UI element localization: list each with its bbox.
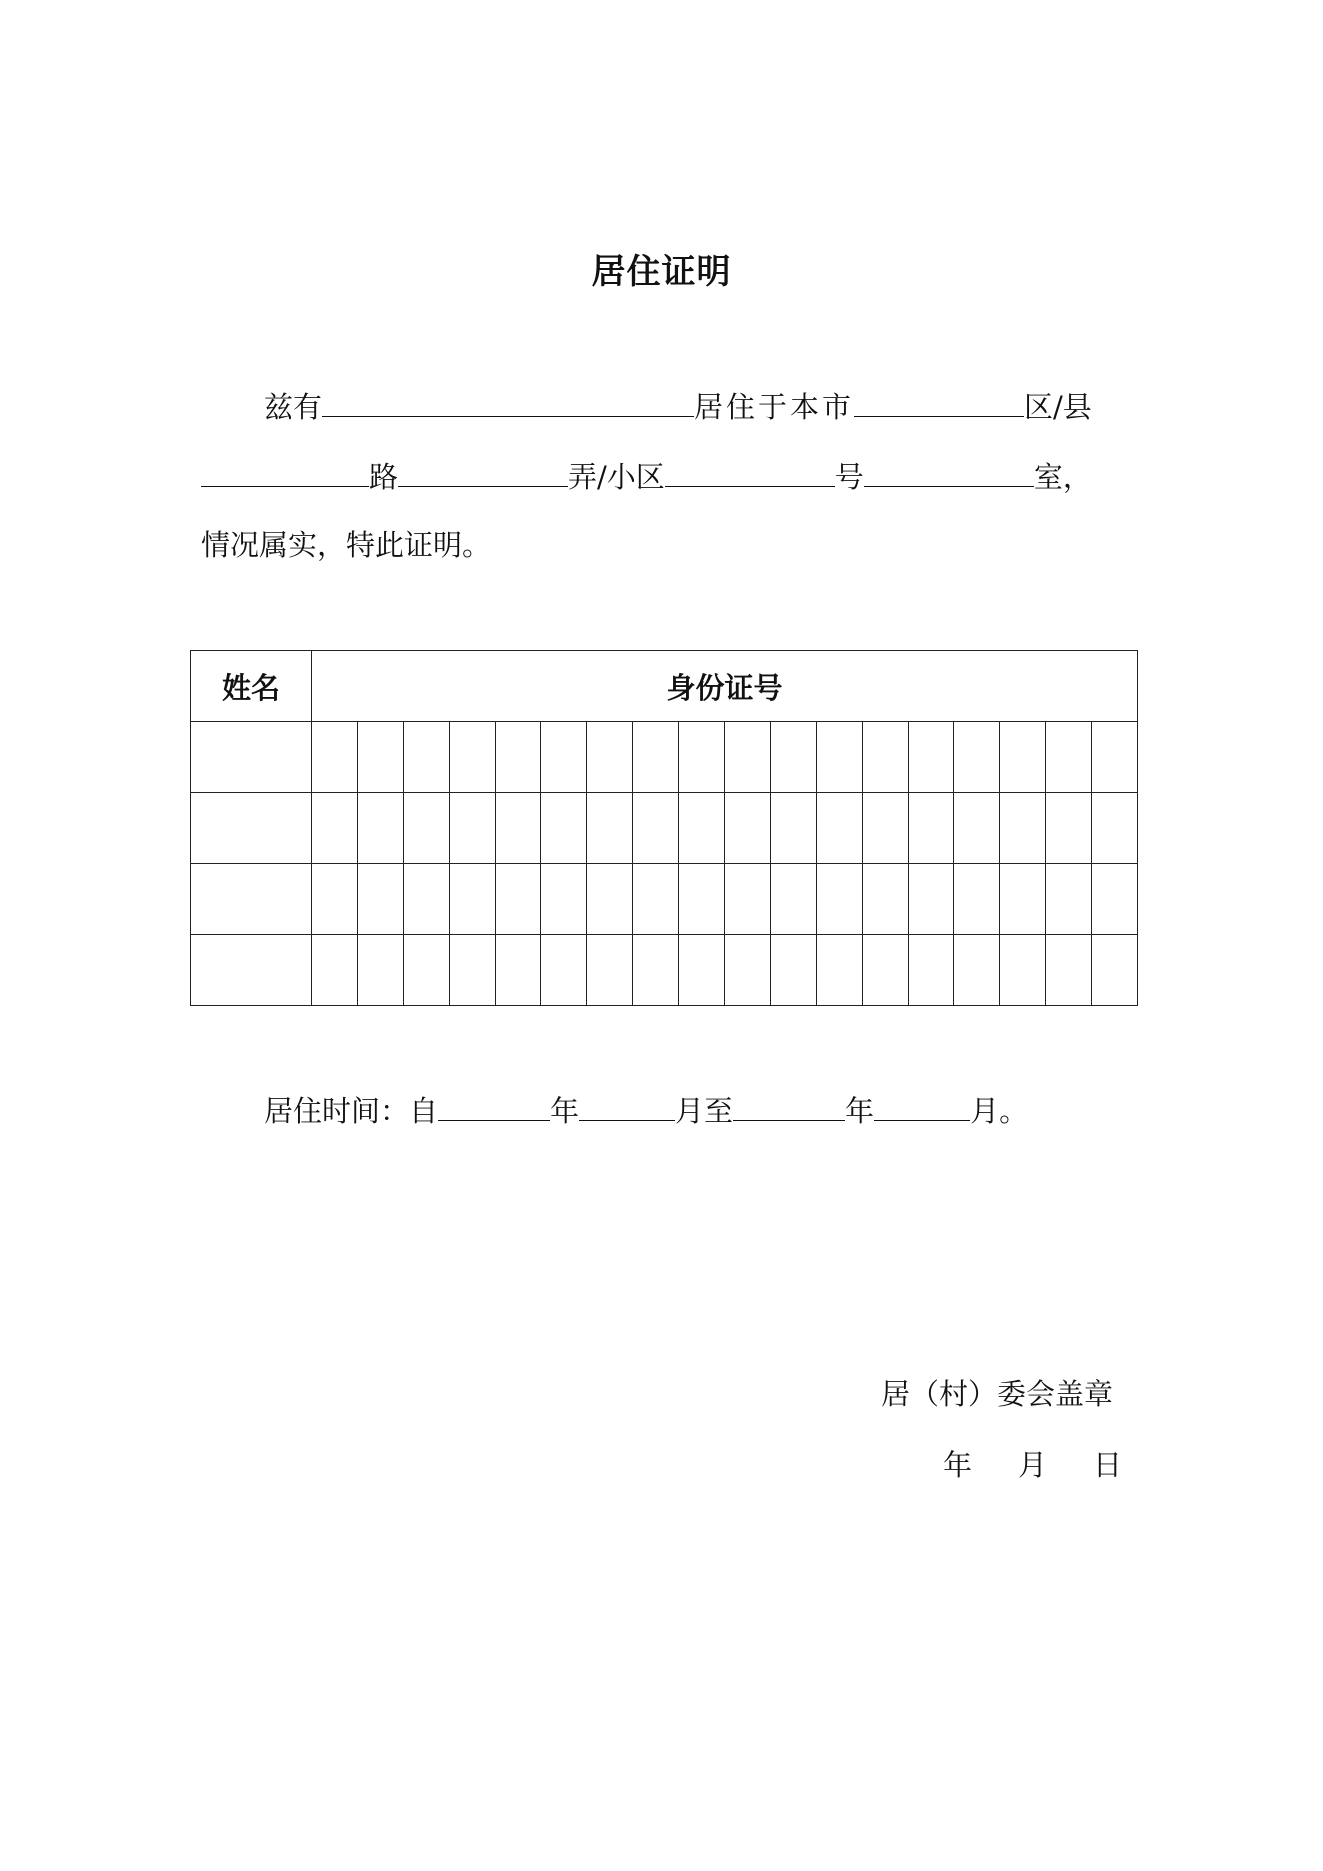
end-month-text: 月。: [970, 1094, 1029, 1128]
id-digit-cell[interactable]: [587, 935, 633, 1006]
table-row: [191, 722, 1138, 793]
id-digit-cell[interactable]: [908, 722, 954, 793]
id-digit-cell[interactable]: [1000, 722, 1046, 793]
id-digit-cell[interactable]: [1000, 793, 1046, 864]
date-day: 日: [1093, 1448, 1123, 1482]
id-number-header: 身份证号: [312, 651, 1138, 722]
road-text: 路: [369, 460, 399, 494]
id-digit-cell[interactable]: [1000, 935, 1046, 1006]
id-digit-cell[interactable]: [1092, 864, 1138, 935]
id-digit-cell[interactable]: [1092, 793, 1138, 864]
number-blank[interactable]: [665, 456, 835, 487]
id-digit-cell[interactable]: [770, 864, 816, 935]
id-digit-cell[interactable]: [449, 864, 495, 935]
date-year: 年: [943, 1448, 973, 1482]
id-digit-cell[interactable]: [862, 935, 908, 1006]
id-digit-cell[interactable]: [633, 722, 679, 793]
id-digit-cell[interactable]: [1092, 722, 1138, 793]
id-digit-cell[interactable]: [679, 935, 725, 1006]
id-digit-cell[interactable]: [541, 935, 587, 1006]
end-month-blank[interactable]: [874, 1090, 970, 1121]
id-digit-cell[interactable]: [633, 793, 679, 864]
name-cell[interactable]: [191, 793, 312, 864]
id-digit-cell[interactable]: [403, 722, 449, 793]
name-cell[interactable]: [191, 864, 312, 935]
end-year-blank[interactable]: [733, 1090, 845, 1121]
id-digit-cell[interactable]: [587, 722, 633, 793]
id-digit-cell[interactable]: [725, 722, 771, 793]
id-digit-cell[interactable]: [862, 864, 908, 935]
id-digit-cell[interactable]: [954, 935, 1000, 1006]
id-digit-cell[interactable]: [725, 793, 771, 864]
id-digit-cell[interactable]: [1000, 864, 1046, 935]
id-digit-cell[interactable]: [495, 935, 541, 1006]
id-digit-cell[interactable]: [770, 935, 816, 1006]
table-row: [191, 935, 1138, 1006]
id-digit-cell[interactable]: [679, 864, 725, 935]
id-digit-cell[interactable]: [816, 793, 862, 864]
id-digit-cell[interactable]: [449, 935, 495, 1006]
certificate-line-3: 情况属实，特此证明。: [201, 528, 492, 562]
room-blank[interactable]: [864, 456, 1034, 487]
id-digit-cell[interactable]: [312, 864, 358, 935]
id-digit-cell[interactable]: [541, 864, 587, 935]
id-digit-cell[interactable]: [495, 864, 541, 935]
document-title: 居住证明: [591, 252, 732, 292]
number-text: 号: [834, 460, 864, 494]
id-digit-cell[interactable]: [403, 935, 449, 1006]
id-digit-cell[interactable]: [816, 935, 862, 1006]
table-header-row: [191, 651, 1138, 722]
id-digit-cell[interactable]: [587, 864, 633, 935]
id-digit-cell[interactable]: [1046, 793, 1092, 864]
id-digit-cell[interactable]: [1046, 935, 1092, 1006]
name-cell[interactable]: [191, 935, 312, 1006]
id-digit-cell[interactable]: [633, 864, 679, 935]
id-digit-cell[interactable]: [954, 864, 1000, 935]
end-year-text: 年: [845, 1094, 875, 1128]
start-year-blank[interactable]: [438, 1090, 550, 1121]
residence-period-label: 居住时间：自: [264, 1094, 439, 1128]
lead-text: 兹有: [264, 390, 323, 424]
id-digit-cell[interactable]: [770, 722, 816, 793]
id-digit-cell[interactable]: [1046, 864, 1092, 935]
id-digit-cell[interactable]: [403, 864, 449, 935]
id-digit-cell[interactable]: [908, 935, 954, 1006]
id-digit-cell[interactable]: [862, 793, 908, 864]
id-digit-cell[interactable]: [587, 793, 633, 864]
id-digit-cell[interactable]: [541, 722, 587, 793]
id-digit-cell[interactable]: [816, 864, 862, 935]
committee-stamp-label: 居（村）委会盖章: [881, 1377, 1114, 1411]
id-digit-cell[interactable]: [954, 793, 1000, 864]
id-digit-cell[interactable]: [725, 864, 771, 935]
id-digit-cell[interactable]: [312, 793, 358, 864]
date-month: 月: [1018, 1448, 1048, 1482]
id-digit-cell[interactable]: [312, 722, 358, 793]
id-digit-cell[interactable]: [357, 935, 403, 1006]
room-text: 室，: [1033, 460, 1092, 494]
resident-name-blank[interactable]: [322, 386, 694, 417]
district-blank[interactable]: [854, 386, 1024, 417]
id-digit-cell[interactable]: [908, 864, 954, 935]
id-digit-cell[interactable]: [1046, 722, 1092, 793]
certificate-line-2: [201, 456, 1092, 496]
id-table: [190, 650, 1138, 1006]
certificate-line-1: [264, 386, 1092, 426]
id-digit-cell[interactable]: [679, 793, 725, 864]
lane-text: 弄/小区: [568, 460, 665, 494]
road-blank[interactable]: [201, 456, 369, 487]
id-digit-cell[interactable]: [954, 722, 1000, 793]
id-digit-cell[interactable]: [449, 722, 495, 793]
id-digit-cell[interactable]: [449, 793, 495, 864]
reside-text: 居住于本市: [694, 390, 855, 424]
residence-period-line: [264, 1090, 1028, 1130]
id-digit-cell[interactable]: [357, 793, 403, 864]
id-digit-cell[interactable]: [816, 722, 862, 793]
id-digit-cell[interactable]: [908, 793, 954, 864]
start-month-blank[interactable]: [579, 1090, 675, 1121]
start-year-text: 年: [550, 1094, 580, 1128]
id-digit-cell[interactable]: [633, 935, 679, 1006]
district-text: 区/县: [1024, 390, 1092, 424]
table-row: [191, 864, 1138, 935]
table-row: [191, 793, 1138, 864]
id-digit-cell[interactable]: [495, 722, 541, 793]
id-digit-cell[interactable]: [770, 793, 816, 864]
id-digit-cell[interactable]: [1092, 935, 1138, 1006]
id-digit-cell[interactable]: [725, 935, 771, 1006]
id-digit-cell[interactable]: [679, 722, 725, 793]
name-header: 姓名: [191, 651, 312, 722]
name-cell[interactable]: [191, 722, 312, 793]
lane-blank[interactable]: [398, 456, 568, 487]
id-digit-cell[interactable]: [357, 722, 403, 793]
id-digit-cell[interactable]: [495, 793, 541, 864]
id-digit-cell[interactable]: [541, 793, 587, 864]
id-digit-cell[interactable]: [312, 935, 358, 1006]
sign-date: [943, 1443, 1122, 1484]
id-digit-cell[interactable]: [357, 864, 403, 935]
start-month-text: 月至: [675, 1094, 734, 1128]
id-digit-cell[interactable]: [403, 793, 449, 864]
id-digit-cell[interactable]: [862, 722, 908, 793]
